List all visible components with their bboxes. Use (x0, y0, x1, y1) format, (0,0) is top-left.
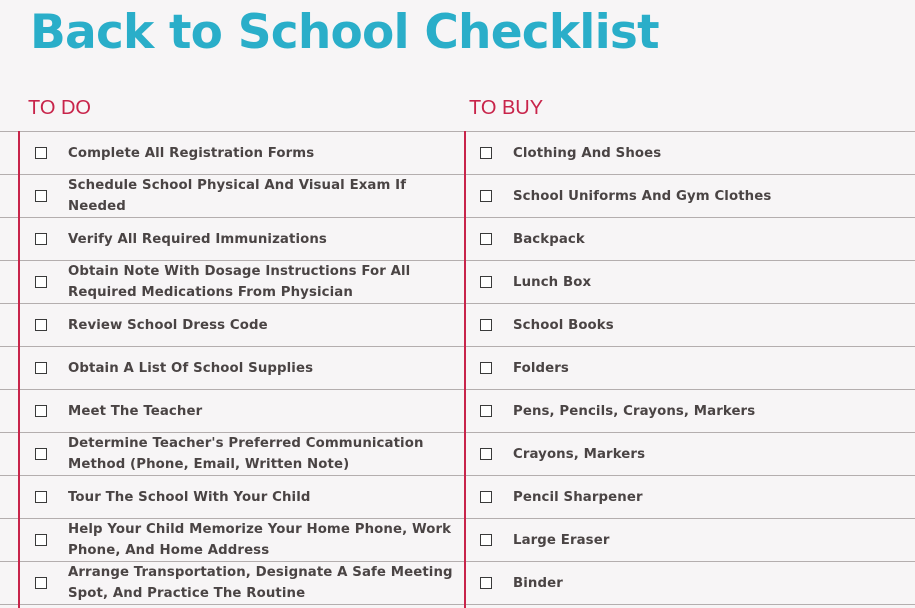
tobuy-checkbox[interactable] (480, 362, 492, 374)
tobuy-checkbox[interactable] (480, 534, 492, 546)
todo-checkbox[interactable] (35, 233, 47, 245)
tobuy-heading: TO BUY (469, 97, 544, 119)
todo-item-label: Verify All Required Immunizations (68, 231, 327, 247)
todo-item[interactable] (20, 562, 464, 604)
tobuy-item-label: School Uniforms And Gym Clothes (513, 188, 772, 204)
checklist-row (0, 303, 915, 346)
checklist-row (0, 389, 915, 432)
checklist-row (0, 432, 915, 475)
todo-item[interactable] (20, 261, 464, 303)
todo-item[interactable] (20, 304, 464, 346)
tobuy-item-label: Lunch Box (513, 274, 592, 290)
tobuy-item-label: Pens, Pencils, Crayons, Markers (513, 403, 756, 419)
todo-margin-line (18, 131, 20, 608)
tobuy-item-label: Pencil Sharpener (513, 489, 643, 505)
todo-checkbox[interactable] (35, 491, 47, 503)
tobuy-item[interactable] (466, 347, 915, 389)
tobuy-item[interactable] (466, 175, 915, 217)
checklist-row (0, 475, 915, 518)
tobuy-item[interactable] (466, 218, 915, 260)
todo-checkbox[interactable] (35, 448, 47, 460)
tobuy-item[interactable] (466, 261, 915, 303)
todo-checkbox[interactable] (35, 362, 47, 374)
tobuy-item[interactable] (466, 390, 915, 432)
todo-item-label: Schedule School Physical And Visual Exam If Needed (68, 178, 407, 214)
todo-item-label: Obtain Note With Dosage Instructions For All Required Medications From Physician (68, 264, 411, 300)
page-title: Back to School Checklist (30, 5, 659, 60)
checklist-row (0, 217, 915, 260)
checklist-row (0, 518, 915, 561)
todo-item[interactable] (20, 175, 464, 217)
todo-item-label: Review School Dress Code (68, 317, 268, 333)
checklist-row (0, 604, 915, 608)
todo-item[interactable] (20, 519, 464, 561)
todo-checkbox[interactable] (35, 190, 47, 202)
tobuy-checkbox[interactable] (480, 233, 492, 245)
todo-item-label: Complete All Registration Forms (68, 145, 315, 161)
todo-checkbox[interactable] (35, 147, 47, 159)
todo-checkbox[interactable] (35, 405, 47, 417)
tobuy-checkbox[interactable] (480, 147, 492, 159)
todo-item[interactable] (20, 132, 464, 174)
tobuy-item[interactable] (466, 476, 915, 518)
todo-item[interactable] (20, 390, 464, 432)
tobuy-margin-line (464, 131, 466, 608)
todo-item-label: Arrange Transportation, Designate A Safe Meeting Spot, And Practice The Routine (68, 565, 453, 601)
tobuy-item-label: Backpack (513, 231, 585, 247)
todo-checkbox[interactable] (35, 577, 47, 589)
todo-item-label: Meet The Teacher (68, 403, 203, 419)
tobuy-checkbox[interactable] (480, 405, 492, 417)
tobuy-item[interactable] (466, 433, 915, 475)
checklist-row (0, 131, 915, 174)
todo-checkbox[interactable] (35, 534, 47, 546)
todo-item[interactable] (20, 476, 464, 518)
todo-item[interactable] (20, 218, 464, 260)
tobuy-item-label: Clothing And Shoes (513, 145, 662, 161)
checklist-row (0, 260, 915, 303)
tobuy-checkbox[interactable] (480, 319, 492, 331)
tobuy-item[interactable] (466, 304, 915, 346)
checklist-row (0, 174, 915, 217)
checklist-row (0, 561, 915, 604)
todo-item[interactable] (20, 347, 464, 389)
todo-item-label: Tour The School With Your Child (68, 489, 311, 505)
tobuy-checkbox[interactable] (480, 190, 492, 202)
todo-heading: TO DO (28, 97, 91, 119)
todo-checkbox[interactable] (35, 319, 47, 331)
tobuy-checkbox[interactable] (480, 448, 492, 460)
tobuy-item-label: School Books (513, 317, 614, 333)
todo-item[interactable] (20, 433, 464, 475)
tobuy-item-label: Folders (513, 360, 569, 376)
todo-item-label: Obtain A List Of School Supplies (68, 360, 314, 376)
tobuy-checkbox[interactable] (480, 491, 492, 503)
tobuy-item-label: Crayons, Markers (513, 446, 646, 462)
checklist-row (0, 346, 915, 389)
tobuy-checkbox[interactable] (480, 276, 492, 288)
todo-item-label: Help Your Child Memorize Your Home Phone, Work Phone, And Home Address (68, 522, 452, 558)
todo-checkbox[interactable] (35, 276, 47, 288)
tobuy-checkbox[interactable] (480, 577, 492, 589)
todo-item-label: Determine Teacher's Preferred Communication Method (Phone, Email, Written Note) (68, 436, 424, 472)
checklist-table (0, 131, 915, 608)
tobuy-item[interactable] (466, 132, 915, 174)
tobuy-item[interactable] (466, 519, 915, 561)
tobuy-item[interactable] (466, 562, 915, 604)
tobuy-item-label: Binder (513, 575, 563, 591)
tobuy-item-label: Large Eraser (513, 532, 610, 548)
